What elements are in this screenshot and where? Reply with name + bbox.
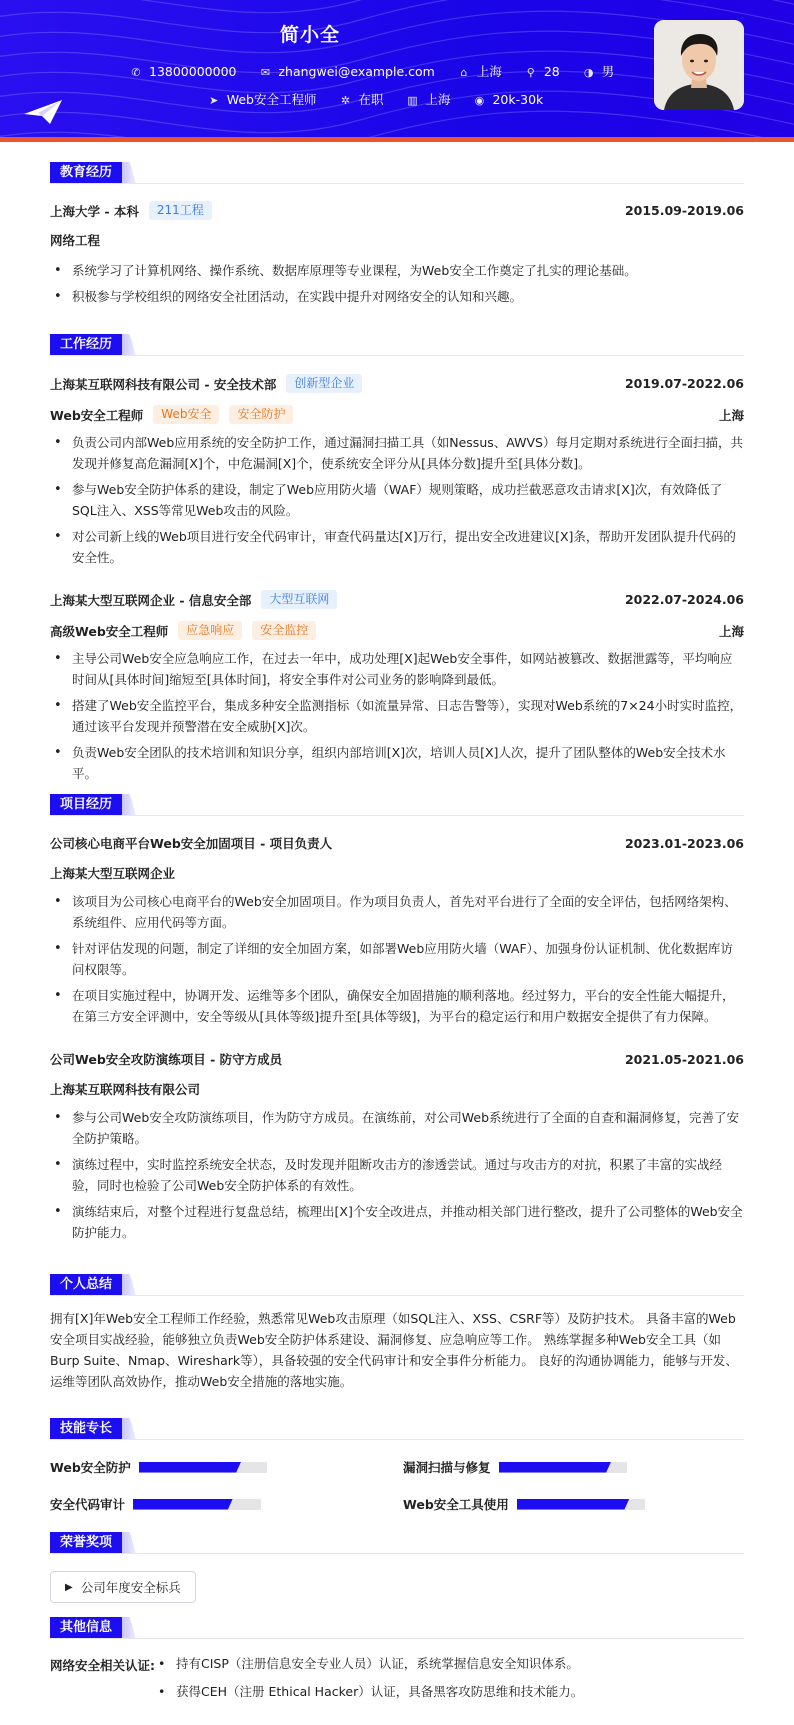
- section-divider: [50, 815, 744, 816]
- home-icon: ⌂: [460, 66, 468, 79]
- list-item: • 针对评估发现的问题，制定了详细的安全加固方案，如部署Web应用防火墙（WAF）、加强身份认证机制、优化数据库访问权限等。: [50, 938, 744, 980]
- intent-status: ✲ 在职: [338, 90, 383, 108]
- list-item: • 搭建了Web安全监控平台，集成多种安全监测指标（如流量异常、日志告警等），实现对Web系统的7×24小时实时监控，通过该平台发现并预警潜在安全威胁[X]次。: [50, 695, 744, 737]
- section-title-awards: 荣誉奖项: [50, 1532, 136, 1554]
- send-icon: ➤: [209, 94, 219, 107]
- contact-city: ⌂ 上海: [457, 62, 502, 80]
- job-2-header: [50, 590, 744, 609]
- list-item: • 该项目为公司核心电商平台的Web安全加固项目。作为项目负责人，首先对平台进行了全面的安全评估，包括网络架构、系统组件、应用代码等方面。: [50, 891, 744, 933]
- paper-plane-icon: [24, 100, 62, 126]
- skill-item: Web安全防护: [50, 1458, 267, 1476]
- position-tag: 应急响应: [178, 621, 242, 640]
- resume-header: [0, 0, 794, 140]
- intent-salary: ◉ 20k-30k: [472, 92, 543, 107]
- job-intent-row: [0, 90, 620, 108]
- section-divider: [50, 1553, 744, 1554]
- company-tag: 创新型企业: [286, 374, 362, 393]
- list-item: • 对公司新上线的Web项目进行安全代码审计，审查代码量达[X]万行，提出安全改进建议[X]条，帮助开发团队提升代码的安全性。: [50, 526, 744, 568]
- position-tag: 安全防护: [229, 405, 293, 424]
- list-item: • 负责公司内部Web应用系统的安全防护工作，通过漏洞扫描工具（如Nessus、AWVS）每月定期对系统进行全面扫描，共发现并修复高危漏洞[X]个，中危漏洞[X]个，使系统安全评分从[具体分数]提升至[具体分数]。: [50, 432, 744, 474]
- education-header: [50, 201, 744, 220]
- contact-gender: ◑ 男: [582, 62, 615, 80]
- certification-list: [156, 1653, 746, 1709]
- mail-icon: ✉: [260, 66, 271, 79]
- skill-bar-fill: [139, 1462, 241, 1473]
- education-bullets: [50, 260, 744, 312]
- section-title-work: 工作经历: [50, 334, 136, 356]
- summary-text: 拥有[X]年Web安全工程师工作经验，熟悉常见Web攻击原理（如SQL注入、XSS、CSRF等）及防护技术。 具备丰富的Web安全项目实战经验，能够独立负责Web安全防护体系建设、漏洞修复、应急响应等工作。 熟练掌握多种Web安全工具（如Burp Suite、Nmap、Wireshark等），具备较强的安全代码审计和安全事件分析能力。 良好的沟通协调能力，能够与开发、运维等团队高效协作，推动Web安全措施的落地实施。: [50, 1311, 738, 1389]
- skill-bar-fill: [517, 1499, 630, 1510]
- skill-item: 安全代码审计: [50, 1495, 261, 1513]
- contact-phone: ✆ 13800000000: [129, 64, 236, 79]
- gender-icon: ◑: [583, 66, 594, 79]
- project-1-header: [50, 834, 744, 852]
- job-company: 上海某大型互联网企业 - 信息安全部: [50, 592, 252, 608]
- project-1-company-row: [50, 864, 744, 882]
- header-accent-bar: [0, 137, 794, 142]
- education-date: 2015.09-2019.06: [624, 203, 744, 218]
- avatar: [654, 20, 744, 110]
- skill-item: Web安全工具使用: [403, 1495, 645, 1513]
- project-date: 2021.05-2021.06: [624, 1051, 744, 1067]
- job-2-position-row: [50, 621, 744, 640]
- list-item: • 持有CISP（注册信息安全专业人员）认证，系统掌握信息安全知识体系。: [156, 1653, 746, 1674]
- list-item: • 系统学习了计算机网络、操作系统、数据库原理等专业课程，为Web安全工作奠定了扎实的理论基础。: [50, 260, 744, 281]
- section-title-projects: 项目经历: [50, 794, 136, 816]
- project-name: 公司核心电商平台Web安全加固项目 - 项目负责人: [50, 836, 333, 851]
- list-item: • 负责Web安全团队的技术培训和知识分享，组织内部培训[X]次，培训人员[X]人次，提升了团队整体的Web安全技术水平。: [50, 742, 744, 784]
- job-position: Web安全工程师: [50, 407, 144, 423]
- skill-bar: [517, 1499, 645, 1510]
- project-date: 2023.01-2023.06: [624, 835, 744, 851]
- section-divider: [50, 1295, 744, 1296]
- school-name: 上海大学 - 本科: [50, 203, 139, 219]
- list-item: • 参与公司Web安全攻防演练项目，作为防守方成员。在演练前，对公司Web系统进行了全面的自查和漏洞修复，完善了安全防护策略。: [50, 1107, 744, 1149]
- skill-bar: [139, 1462, 267, 1473]
- section-title-summary: 个人总结: [50, 1274, 136, 1296]
- candidate-name: 简小全: [279, 24, 340, 46]
- salary-icon: ◉: [474, 94, 485, 107]
- list-item: • 获得CEH（注册 Ethical Hacker）认证，具备黑客攻防思维和技术能力。: [156, 1681, 746, 1702]
- section-divider: [50, 183, 744, 184]
- job-date: 2022.07-2024.06: [624, 592, 744, 607]
- job-1-header: [50, 374, 744, 393]
- play-icon: ▶: [65, 1581, 73, 1593]
- job-1-position-row: [50, 405, 744, 424]
- skill-bar-fill: [133, 1499, 233, 1510]
- section-divider: [50, 355, 744, 356]
- section-divider: [50, 1439, 744, 1440]
- contact-row: [0, 62, 620, 80]
- list-item: • 参与Web安全防护体系的建设，制定了Web应用防火墙（WAF）规则策略，成功拦截恶意攻击请求[X]次，有效降低了SQL注入、XSS等常见Web攻击的风险。: [50, 479, 744, 521]
- building-icon: ▥: [407, 94, 418, 107]
- intent-city: ▥ 上海: [407, 92, 451, 107]
- certification-label: 网络安全相关认证:: [50, 1658, 155, 1673]
- skill-bar: [499, 1462, 627, 1473]
- position-tag: 安全监控: [252, 621, 316, 640]
- contact-age: ⚲ 28: [524, 64, 560, 79]
- job-location: 上海: [718, 623, 744, 639]
- phone-icon: ✆: [131, 66, 141, 79]
- intent-position: ➤ Web安全工程师: [207, 90, 317, 108]
- status-icon: ✲: [340, 94, 351, 107]
- avatar-photo: [654, 20, 744, 110]
- list-item: • 演练结束后，对整个过程进行复盘总结，梳理出[X]个安全改进点，并推动相关部门进行整改，提升了公司整体的Web安全防护能力。: [50, 1201, 744, 1243]
- job-company: 上海某互联网科技有限公司 - 安全技术部: [50, 376, 277, 392]
- age-icon: ⚲: [526, 66, 535, 79]
- contact-email: ✉ zhangwei@example.com: [258, 64, 434, 79]
- list-item: • 主导公司Web安全应急响应工作，在过去一年中，成功处理[X]起Web安全事件，如网站被篡改、数据泄露等，平均响应时间从[具体时间]缩短至[具体时间]，将安全事件对公司业务的影响降到最低。: [50, 648, 744, 690]
- award-item[interactable]: ▶ 公司年度安全标兵: [50, 1571, 196, 1603]
- project-name: 公司Web安全攻防演练项目 - 防守方成员: [50, 1052, 283, 1067]
- project-2-company-row: [50, 1080, 744, 1098]
- skill-item: 漏洞扫描与修复: [403, 1458, 627, 1476]
- education-major-row: [50, 231, 744, 249]
- position-tag: Web安全: [153, 405, 219, 424]
- skill-bar: [133, 1499, 261, 1510]
- project-2-header: [50, 1050, 744, 1068]
- job-location: 上海: [718, 407, 744, 423]
- list-item: • 在项目实施过程中，协调开发、运维等多个团队，确保安全加固措施的顺利落地。经过努力，平台的安全性能大幅提升，在第三方安全评测中，安全等级从[具体等级]提升至[具体等级]，为平台的稳定运行和用户数据安全提供了有力保障。: [50, 985, 744, 1027]
- skill-bar-fill: [499, 1462, 612, 1473]
- project-1-bullets: [50, 891, 744, 1032]
- project-company: 上海某大型互联网企业: [50, 866, 176, 881]
- school-tag: 211工程: [149, 201, 212, 220]
- job-date: 2019.07-2022.06: [624, 376, 744, 391]
- project-company: 上海某互联网科技有限公司: [50, 1082, 201, 1097]
- company-tag: 大型互联网: [261, 590, 337, 609]
- job-1-bullets: [50, 432, 744, 573]
- project-2-bullets: [50, 1107, 744, 1248]
- education-major: 网络工程: [50, 233, 101, 248]
- section-divider: [50, 1638, 744, 1639]
- list-item: • 演练过程中，实时监控系统安全状态，及时发现并阻断攻击方的渗透尝试。通过与攻击方的对抗，积累了丰富的实战经验，同时也检验了公司Web安全防护体系的有效性。: [50, 1154, 744, 1196]
- section-title-other: 其他信息: [50, 1617, 136, 1639]
- list-item: • 积极参与学校组织的网络安全社团活动，在实践中提升对网络安全的认知和兴趣。: [50, 286, 744, 307]
- job-position: 高级Web安全工程师: [50, 623, 169, 639]
- job-2-bullets: [50, 648, 744, 789]
- section-title-skills: 技能专长: [50, 1418, 136, 1440]
- section-title-education: 教育经历: [50, 162, 136, 184]
